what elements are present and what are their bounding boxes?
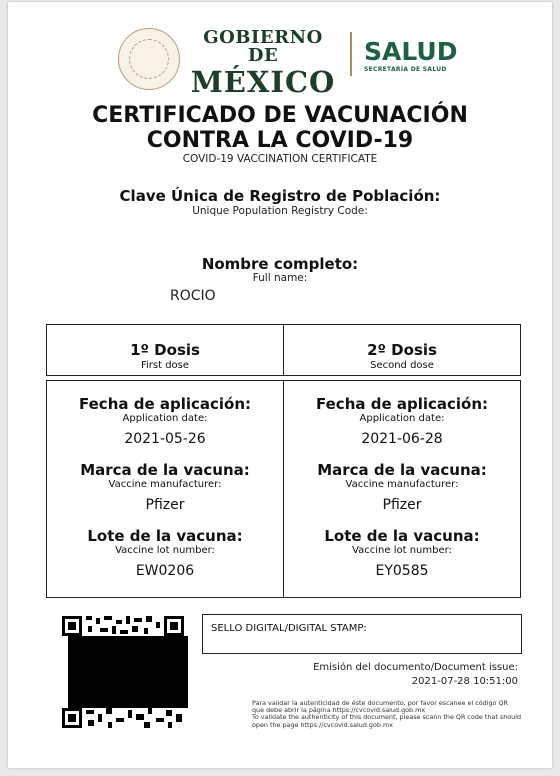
first-dose-date-value: 2021-05-26 bbox=[124, 431, 206, 447]
full-name-value: ROCIO bbox=[170, 288, 216, 304]
second-dose-lot-value: EY0585 bbox=[375, 563, 429, 579]
full-name-label-english: Full name: bbox=[252, 272, 308, 284]
mexico-seal-logo bbox=[118, 28, 180, 90]
gobierno-de-mexico-logo bbox=[188, 29, 338, 97]
first-dose-lot-label: Lote de la vacuna: bbox=[87, 527, 243, 545]
second-dose-brand-label: Marca de la vacuna: bbox=[317, 461, 487, 479]
digital-stamp-label: SELLO DIGITAL/DIGITAL STAMP: bbox=[211, 623, 367, 634]
first-dose-brand-value: Pfizer bbox=[145, 497, 185, 513]
certificate-title-line1: CERTIFICADO DE VACUNACIÓN bbox=[92, 103, 468, 128]
second-dose-date-label: Fecha de aplicación: bbox=[315, 395, 489, 413]
first-dose-brand-label-english: Vaccine manufacturer: bbox=[108, 479, 222, 490]
gob-logo-line1: GOBIERNO DE bbox=[203, 27, 323, 66]
document-issue-label: Emisión del documento/Document issue: bbox=[313, 662, 518, 673]
validation-footnote bbox=[252, 700, 522, 729]
certificate-title-line2: CONTRA LA COVID-19 bbox=[146, 128, 414, 153]
first-dose-brand-label: Marca de la vacuna: bbox=[80, 461, 250, 479]
salud-logo bbox=[364, 39, 474, 73]
first-dose-date-label: Fecha de aplicación: bbox=[78, 395, 252, 413]
salud-logo-text: SALUD bbox=[364, 37, 458, 66]
eagle-emblem-icon bbox=[129, 39, 169, 79]
validation-footnote-es: Para validar la autenticidad de éste documento, por favor escanee el código QR que debe abrir la página https://cvcovid.salud.gob.mx bbox=[252, 699, 508, 715]
second-dose-lot-label-english: Vaccine lot number: bbox=[352, 545, 452, 556]
second-dose-date-value: 2021-06-28 bbox=[361, 431, 443, 447]
first-dose-title-english: First dose bbox=[140, 360, 190, 371]
certificate-title-english: COVID-19 VACCINATION CERTIFICATE bbox=[182, 153, 378, 165]
redacted-area bbox=[68, 636, 188, 708]
first-dose-lot-value: EW0206 bbox=[135, 563, 195, 579]
certificate-page bbox=[8, 2, 552, 768]
second-dose-date-label-english: Application date: bbox=[359, 413, 445, 424]
second-dose-brand-label-english: Vaccine manufacturer: bbox=[345, 479, 459, 490]
first-dose-title: 1º Dosis bbox=[130, 341, 200, 359]
second-dose-lot-label: Lote de la vacuna: bbox=[324, 527, 480, 545]
second-dose-header-box bbox=[283, 324, 521, 376]
second-dose-title-english: Second dose bbox=[370, 360, 434, 371]
salud-logo-subtext: SECRETARÍA DE SALUD bbox=[364, 66, 447, 73]
first-dose-header-box bbox=[46, 324, 284, 376]
curp-label-english: Unique Population Registry Code: bbox=[192, 205, 368, 217]
second-dose-details-box bbox=[283, 380, 521, 598]
gob-logo-line2: MÉXICO bbox=[190, 65, 336, 99]
full-name-label: Nombre completo: bbox=[201, 255, 359, 273]
digital-stamp-box bbox=[202, 614, 522, 654]
validation-footnote-en: To validate the authenticity of this document, please scann the QR code that should open the page https://cvcovid.salud.gob.mx bbox=[252, 713, 522, 729]
second-dose-title: 2º Dosis bbox=[367, 341, 437, 359]
second-dose-brand-value: Pfizer bbox=[382, 497, 422, 513]
document-issue-value: 2021-07-28 10:51:00 bbox=[411, 676, 518, 687]
first-dose-details-box bbox=[46, 380, 284, 598]
first-dose-lot-label-english: Vaccine lot number: bbox=[115, 545, 215, 556]
logo-divider bbox=[350, 32, 352, 76]
curp-label: Clave Única de Registro de Población: bbox=[119, 187, 441, 205]
first-dose-date-label-english: Application date: bbox=[122, 413, 208, 424]
